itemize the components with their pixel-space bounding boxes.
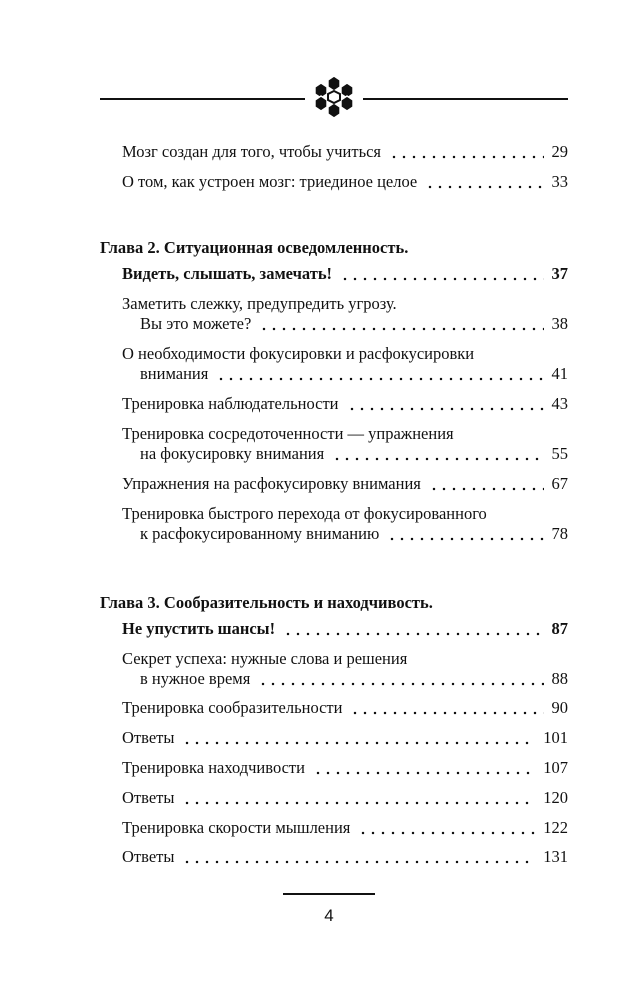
- toc-entry-title: Ответы: [122, 788, 175, 807]
- dot-leader: [389, 151, 543, 159]
- toc-entry[interactable]: [122, 394, 568, 414]
- toc-entry[interactable]: [122, 818, 568, 838]
- toc-entry-title[interactable]: Тренировка сосредоточенности — упражнения: [122, 424, 454, 443]
- toc-entry[interactable]: [122, 142, 568, 162]
- dot-leader: [182, 856, 535, 864]
- dot-leader: [332, 453, 543, 461]
- toc-entry-page: 107: [543, 758, 568, 777]
- dot-leader: [350, 707, 543, 715]
- toc-entry[interactable]: [122, 172, 568, 192]
- toc-entry[interactable]: [122, 474, 568, 494]
- dot-leader: [313, 767, 535, 775]
- dot-leader: [358, 827, 535, 835]
- toc-entry-page: 29: [551, 142, 568, 161]
- toc-entry-title: О том, как устроен мозг: триединое целое: [122, 172, 418, 191]
- toc-entry[interactable]: [122, 847, 568, 867]
- toc-entry[interactable]: [140, 364, 568, 384]
- chapter-3-heading[interactable]: Глава 3. Сообразительность и находчивость.: [100, 593, 433, 612]
- chapter-2-subheading: Видеть, слышать, замечать!: [122, 264, 333, 283]
- toc-entry-title: Тренировка находчивости: [122, 758, 305, 777]
- toc-entry[interactable]: [122, 758, 568, 778]
- dot-leader: [216, 373, 543, 381]
- dot-leader: [347, 403, 544, 411]
- toc-entry-page: 67: [551, 474, 568, 493]
- chapter-2-page: 37: [551, 264, 568, 283]
- toc-entry[interactable]: [122, 788, 568, 808]
- toc-entry-title-cont: Вы это можете?: [140, 314, 252, 333]
- dot-leader: [258, 678, 543, 686]
- toc-entry[interactable]: [140, 444, 568, 464]
- toc-entry-title: Упражнения на расфокусировку внимания: [122, 474, 421, 493]
- dot-leader: [340, 273, 543, 281]
- toc-entry-page: 131: [543, 847, 568, 866]
- chapter-3-subheading: Не упустить шансы!: [122, 619, 276, 638]
- chapter-3-page: 87: [551, 619, 568, 638]
- toc-entry-page: 122: [543, 818, 568, 837]
- toc-entry-title: Мозг создан для того, чтобы учиться: [122, 142, 382, 161]
- chapter-2-heading[interactable]: Глава 2. Ситуационная осведомленность.: [100, 238, 409, 257]
- toc-entry-page: 33: [551, 172, 568, 191]
- chapter-2-subheading-row[interactable]: [122, 264, 568, 284]
- toc-entry-title[interactable]: Заметить слежку, предупредить угрозу.: [122, 294, 397, 313]
- toc-entry[interactable]: [140, 314, 568, 334]
- dot-leader: [387, 533, 543, 541]
- toc-entry-title: Ответы: [122, 728, 175, 747]
- toc-entry-title[interactable]: Тренировка быстрого перехода от фокусированного: [122, 504, 487, 523]
- toc-entry-page: 88: [551, 669, 568, 688]
- chapter-3-subheading-row[interactable]: [122, 619, 568, 639]
- toc-entry-title[interactable]: Секрет успеха: нужные слова и решения: [122, 649, 408, 668]
- toc-entry-title-cont: на фокусировку внимания: [140, 444, 325, 463]
- hexagon-flower-icon: [310, 73, 358, 121]
- header-ornament: [100, 72, 568, 122]
- toc-entry-title-cont: внимания: [140, 364, 209, 383]
- dot-leader: [182, 797, 535, 805]
- toc-entry-title-cont: в нужное время: [140, 669, 251, 688]
- toc-entry[interactable]: [122, 698, 568, 718]
- dot-leader: [259, 323, 543, 331]
- toc-entry-page: 38: [551, 314, 568, 333]
- toc-entry-title: Тренировка наблюдательности: [122, 394, 339, 413]
- toc-entry-page: 120: [543, 788, 568, 807]
- dot-leader: [429, 483, 544, 491]
- toc-entry[interactable]: [122, 728, 568, 748]
- toc-entry[interactable]: [140, 524, 568, 544]
- toc-entry-page: 43: [551, 394, 568, 413]
- dot-leader: [425, 181, 543, 189]
- ornament-rule-right: [363, 98, 568, 100]
- toc-entry[interactable]: [140, 669, 568, 689]
- toc-entry-page: 78: [551, 524, 568, 543]
- page-number: 4: [324, 906, 334, 925]
- dot-leader: [283, 628, 543, 636]
- ornament-rule-left: [100, 98, 305, 100]
- toc-entry-title: Тренировка сообразительности: [122, 698, 343, 717]
- toc-entry-title-cont: к расфокусированному вниманию: [140, 524, 380, 543]
- toc-entry-title: Ответы: [122, 847, 175, 866]
- toc-entry-page: 41: [551, 364, 568, 383]
- toc-entry-title[interactable]: О необходимости фокусировки и расфокусировки: [122, 344, 475, 363]
- toc-entry-title: Тренировка скорости мышления: [122, 818, 351, 837]
- toc-entry-page: 55: [551, 444, 568, 463]
- toc-entry-page: 90: [551, 698, 568, 717]
- toc-entry-page: 101: [543, 728, 568, 747]
- dot-leader: [182, 737, 535, 745]
- footer-rule: [283, 893, 375, 895]
